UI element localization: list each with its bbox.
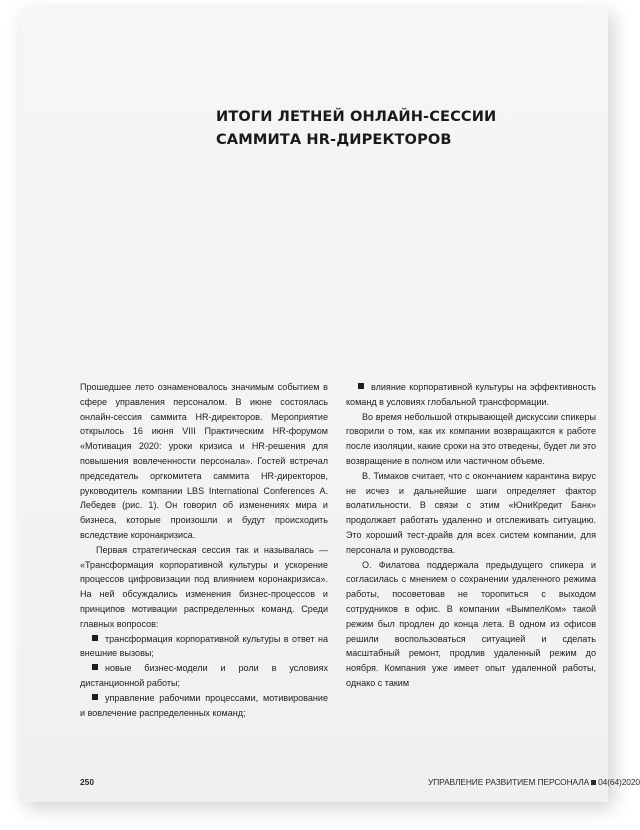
- bullet-text: управление рабочими процессами, мотивирование и вовлечение распределенных команд;: [80, 692, 328, 718]
- right-column: [346, 380, 596, 691]
- square-bullet-icon: [358, 383, 364, 389]
- right-paragraph-2: В. Тимаков считает, что с окончанием карантина вирус не исчез и дальнейшие шаги определяет фактор волатильности. В связи с этим «ЮниКредит Банк» продолжает работать удаленно и отслеживать ситуацию. Это хороший тест-драйв для всех систем компании, для персонала и руководства.: [346, 470, 596, 555]
- square-bullet-icon: [92, 694, 98, 700]
- bullet-text: влияние корпоративной культуры на эффективность команд в условиях глобальной трансформации.: [346, 382, 596, 407]
- right-paragraph-1: Во время небольшой открывающей дискуссии спикеры говорили о том, как их компании возвращаются к работе после изоляции, какие сроки на это отведены, будет ли это возвращение в полном или частичном объеме.: [346, 411, 596, 466]
- right-paragraph-3: О. Филатова поддержала предыдущего спикера и согласилась с мнением о сохранении удаленного режима работы, посоветовав не торопиться с выходом сотрудников в офис. В компании «ВымпелКом» такой режим был продлен до конца лета. В одном из офисов решили воспользоваться ситуацией и сделать масштабный ремонт, продлив удаленный режим до ноября. Компания уже имеет опыт удаленной работы, однако с таким: [346, 559, 596, 688]
- left-paragraph-2: Первая стратегическая сессия так и называлась — «Трансформация корпоративной культуры и ускорение процессов цифровизации под влиянием коронакризиса». На ней обсуждались изменения бизнес-процессов и принципов мотивации распределенных команд. Среди главных вопросов:: [80, 544, 328, 629]
- bullet-item-3: [80, 691, 328, 721]
- bullet-text: новые бизнес-модели и роли в условиях дистанционной работы;: [80, 663, 328, 688]
- left-paragraph-1: Прошедшее лето ознаменовалось значимым событием в сфере управления персоналом. В июне состоялась онлайн-сессия саммита HR-директоров. Мероприятие открылось 16 июня VIII Практическим HR-форумом «Мотивация 2020: уроки кризиса и HR-решения для повышения вовлеченности персонала». Гостей встречал председатель оргкомитета саммита HR-директоров, руководитель компании LBS International Conferences А. Лебедев (рис. 1). Он говорил об изменениях мира и бизнеса, которые произошли и будут происходить вследствие коронакризиса.: [80, 382, 328, 540]
- magazine-page: [20, 8, 640, 802]
- square-separator-icon: [591, 780, 596, 785]
- bullet-item-2: [80, 661, 328, 691]
- article-title: ИТОГИ ЛЕТНЕЙ ОНЛАЙН-СЕССИИ САММИТА HR-ДИРЕКТОРОВ: [216, 108, 497, 148]
- bullet-item-1: [80, 632, 328, 662]
- bullet-text: трансформация корпоративной культуры в ответ на внешние вызовы;: [80, 633, 328, 659]
- square-bullet-icon: [92, 664, 98, 670]
- square-bullet-icon: [92, 635, 98, 641]
- running-footer: [428, 777, 640, 787]
- page-number: 250: [80, 777, 94, 787]
- left-column: [80, 380, 328, 720]
- issue-number: 04(64)2020: [598, 777, 640, 787]
- bullet-item-4: [346, 380, 596, 410]
- journal-name: УПРАВЛЕНИЕ РАЗВИТИЕМ ПЕРСОНАЛА: [428, 777, 590, 787]
